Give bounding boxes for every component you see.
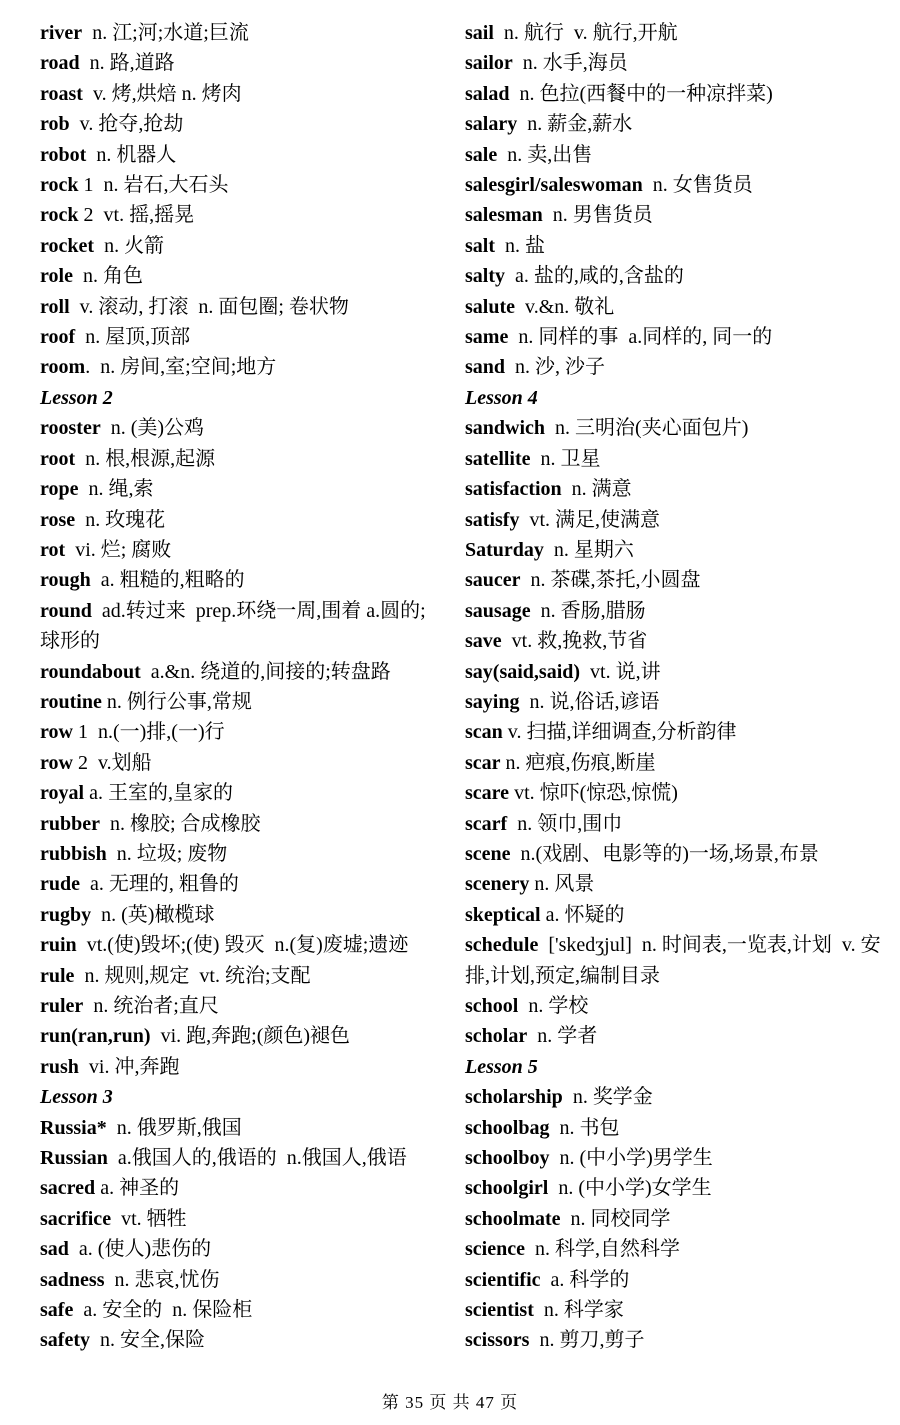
- definition: n. 奖学金: [562, 1086, 653, 1109]
- definition: n. 橡胶; 合成橡胶: [100, 812, 261, 835]
- vocab-entry: [465, 596, 885, 626]
- definition: n. 三明治(夹心面包片): [545, 417, 749, 440]
- headword: same: [465, 326, 509, 349]
- vocab-entry: [465, 930, 885, 991]
- definition: n. 学校: [518, 995, 589, 1017]
- vocab-entry: [40, 1021, 440, 1051]
- vocab-entry: [465, 413, 885, 443]
- headword: schoolgirl: [465, 1177, 549, 1200]
- vocab-entry: [40, 231, 440, 261]
- definition: n. 科学,自然科学: [524, 1238, 680, 1261]
- definition: n. 水手,海员: [512, 52, 628, 75]
- vocab-entry: [465, 109, 885, 139]
- vocab-entry: [40, 900, 440, 930]
- vocab-entry: [40, 778, 440, 808]
- vocab-entry: [465, 626, 885, 656]
- definition: n. 科学家: [533, 1299, 624, 1322]
- vocab-entry: [465, 322, 885, 352]
- definition: 1 n. 岩石,大石头: [78, 174, 229, 197]
- headword: sailor: [465, 52, 513, 75]
- vocab-entry: [465, 1082, 885, 1112]
- lesson-heading: Lesson 5: [465, 1055, 538, 1078]
- definition: ad.转过来 prep.环绕一周,围着 a.圆的;球形的: [40, 599, 426, 653]
- definition: n. 薪金,薪水: [517, 113, 633, 136]
- definition: ['skedʒjul] n. 时间表,一览表,计划 v. 安排,计划,预定,编制目录: [465, 934, 881, 987]
- vocab-entry: [465, 657, 885, 687]
- headword: scientist: [465, 1299, 534, 1322]
- lesson-heading: Lesson 4: [465, 386, 538, 409]
- headword: role: [40, 265, 73, 288]
- vocab-entry: [40, 961, 440, 991]
- definition: n. 同样的事 a.同样的, 同一的: [508, 326, 773, 349]
- headword: row: [40, 721, 73, 744]
- vocab-entry: [40, 930, 440, 960]
- vocab-entry: [40, 292, 440, 322]
- vocab-entry: [40, 18, 440, 48]
- definition: n. 俄罗斯,俄国: [106, 1116, 242, 1139]
- definition: v. 烤,烘焙 n. 烤肉: [82, 82, 242, 105]
- definition: n. 规则,规定 vt. 统治;支配: [74, 964, 311, 987]
- definition: a. 怀疑的: [540, 903, 625, 926]
- definition: n. 剪刀,剪子: [529, 1329, 645, 1352]
- headword: sacrifice: [40, 1207, 112, 1230]
- headword: sand: [465, 356, 506, 379]
- definition: n. 学者: [527, 1025, 598, 1048]
- headword: scan: [465, 721, 503, 744]
- headword: river: [40, 22, 83, 44]
- definition: n. 屋顶,顶部: [75, 326, 191, 349]
- definition: n. 卖,出售: [497, 143, 593, 166]
- headword: schedule: [465, 934, 539, 957]
- definition: a.俄国人的,俄语的 n.俄国人,俄语: [107, 1147, 407, 1170]
- vocab-entry: [465, 535, 885, 565]
- vocab-entry: [465, 869, 885, 899]
- headword: Russian: [40, 1147, 108, 1170]
- definition: vt. 牺牲: [111, 1207, 187, 1230]
- headword: ruler: [40, 995, 84, 1017]
- vocab-entry: [465, 474, 885, 504]
- vocab-entry: [40, 109, 440, 139]
- headword: salty: [465, 265, 505, 288]
- page-footer: 第 35 页 共 47 页: [381, 1393, 519, 1412]
- vocab-entry: [465, 1021, 885, 1051]
- vocab-entry: [40, 687, 440, 717]
- headword: sausage: [465, 599, 531, 622]
- definition: n. 疤痕,伤痕,断崖: [500, 751, 656, 774]
- vocab-entry: [40, 1113, 440, 1143]
- vocab-entry: [40, 170, 440, 200]
- headword: school: [465, 995, 519, 1017]
- vocab-entry: [40, 474, 440, 504]
- vocab-entry: [465, 48, 885, 78]
- definition: v. 滚动, 打滚 n. 面包圈; 卷状物: [69, 295, 349, 318]
- vocab-entry: [465, 565, 885, 595]
- headword: say(said,said): [465, 660, 581, 683]
- headword: safety: [40, 1329, 90, 1352]
- vocab-entry: [465, 1204, 885, 1234]
- definition: a.&n. 绕道的,间接的;转盘路: [140, 660, 391, 683]
- headword: scenery: [465, 873, 530, 896]
- definition: n. 江;河;水道;巨流: [82, 22, 249, 44]
- definition: n. 色拉(西餐中的一种凉拌菜): [509, 82, 773, 105]
- definition: n. (中小学)男学生: [549, 1147, 713, 1170]
- vocab-entry: [465, 900, 885, 930]
- definition: n. 卫星: [530, 447, 601, 470]
- vocab-entry: [40, 322, 440, 352]
- headword: rose: [40, 508, 76, 531]
- vocab-entry: [465, 444, 885, 474]
- vocab-entry: [465, 1234, 885, 1264]
- headword: scissors: [465, 1329, 530, 1352]
- vocab-entry: [40, 809, 440, 839]
- headword: row: [40, 751, 73, 774]
- headword: saying: [465, 690, 520, 713]
- definition: a. 神圣的: [95, 1177, 180, 1200]
- vocab-entry: [465, 200, 885, 230]
- vocab-entry: [465, 79, 885, 109]
- vocab-entry: [465, 18, 885, 48]
- definition: vt. 救,挽救,节省: [501, 630, 648, 653]
- headword: rob: [40, 113, 70, 136]
- headword: salad: [465, 82, 510, 105]
- headword: rooster: [40, 417, 101, 440]
- vocab-entry: [40, 79, 440, 109]
- definition: n.(戏剧、电影等的)一场,场景,布景: [510, 842, 819, 865]
- headword: rude: [40, 873, 80, 896]
- headword: safe: [40, 1299, 74, 1322]
- headword: roast: [40, 82, 83, 105]
- right-column: [465, 18, 885, 1356]
- headword: scar: [465, 751, 501, 774]
- definition: vi. 跑,奔跑;(颜色)褪色: [150, 1025, 351, 1048]
- vocab-entry: [40, 200, 440, 230]
- vocab-entry: [40, 717, 440, 747]
- definition: a. 王室的,皇家的: [84, 782, 233, 805]
- vocab-entry: [40, 1234, 440, 1264]
- headword: room: [40, 356, 86, 379]
- definition: n. 领巾,围巾: [507, 812, 623, 835]
- definition: n. 风景: [529, 873, 595, 896]
- definition: a. 无理的, 粗鲁的: [80, 873, 239, 896]
- vocab-entry: [465, 231, 885, 261]
- vocab-entry: [40, 505, 440, 535]
- definition: v. 扫描,详细调查,分析韵律: [502, 721, 737, 744]
- vocab-entry: [465, 261, 885, 291]
- definition: n. 星期六: [543, 538, 634, 561]
- vocab-entry: [465, 1295, 885, 1325]
- headword: satisfy: [465, 508, 520, 531]
- headword: root: [40, 447, 76, 470]
- headword: sacred: [40, 1177, 96, 1200]
- headword: schoolbag: [465, 1116, 550, 1139]
- headword: sad: [40, 1238, 69, 1261]
- headword: royal: [40, 782, 85, 805]
- headword: saucer: [465, 569, 521, 592]
- definition: n. 茶碟,茶托,小圆盘: [520, 569, 701, 592]
- definition: n. 同校同学: [560, 1207, 671, 1230]
- left-column: [40, 18, 440, 1356]
- definition: n. 角色: [72, 265, 143, 288]
- headword: rough: [40, 569, 91, 592]
- vocab-entry: [40, 565, 440, 595]
- headword: salesman: [465, 204, 543, 227]
- vocab-entry: [465, 1265, 885, 1295]
- definition: n. (英)橄榄球: [91, 903, 215, 926]
- headword: Saturday: [465, 538, 544, 561]
- headword: schoolboy: [465, 1147, 550, 1170]
- definition: n. 沙, 沙子: [505, 356, 606, 379]
- definition: n. 说,俗话,谚语: [519, 690, 660, 713]
- definition: n. 盐: [495, 234, 545, 257]
- headword: salute: [465, 295, 515, 318]
- definition: vt.(使)毁坏;(使) 毁灭 n.(复)废墟;遗迹: [76, 934, 409, 957]
- headword: salesgirl/saleswoman: [465, 174, 643, 197]
- definition: a. 安全的 n. 保险柜: [73, 1299, 253, 1322]
- vocab-entry: [465, 170, 885, 200]
- headword: rugby: [40, 903, 92, 926]
- headword: rope: [40, 478, 79, 501]
- definition: vi. 冲,奔跑: [78, 1055, 180, 1078]
- definition: a. 粗糙的,粗略的: [90, 569, 245, 592]
- headword: salt: [465, 234, 495, 257]
- definition: n. 安全,保险: [89, 1329, 205, 1352]
- headword: sail: [465, 22, 494, 44]
- definition: n. 女售货员: [642, 174, 753, 197]
- vocab-entry: [40, 1265, 440, 1295]
- headword: run(ran,run): [40, 1025, 151, 1048]
- vocab-entry: [40, 1143, 440, 1173]
- headword: rock: [40, 204, 79, 227]
- headword: rubber: [40, 812, 100, 835]
- definition: n. (美)公鸡: [100, 417, 205, 440]
- headword: sandwich: [465, 417, 546, 440]
- headword: sadness: [40, 1268, 105, 1291]
- definition: n. 机器人: [86, 143, 177, 166]
- vocab-entry: [40, 991, 440, 1021]
- vocab-entry: [465, 839, 885, 869]
- definition: n. 路,道路: [79, 52, 175, 75]
- headword: robot: [40, 143, 87, 166]
- definition: v. 抢夺,抢劫: [69, 113, 184, 136]
- definition: n. (中小学)女学生: [548, 1177, 712, 1200]
- vocab-entry: [465, 292, 885, 322]
- headword: Russia*: [40, 1116, 107, 1139]
- definition: n. 玫瑰花: [75, 508, 166, 531]
- definition: n. 悲哀,忧伤: [104, 1268, 220, 1291]
- definition: a. (使人)悲伤的: [68, 1238, 212, 1261]
- definition: vt. 说,讲: [580, 660, 661, 683]
- definition: n. 男售货员: [542, 204, 653, 227]
- headword: round: [40, 599, 92, 622]
- vocab-entry: [465, 991, 885, 1021]
- headword: scare: [465, 782, 510, 805]
- headword: satisfaction: [465, 478, 562, 501]
- headword: rush: [40, 1055, 79, 1078]
- definition: a. 科学的: [540, 1268, 630, 1291]
- vocab-entry: [465, 687, 885, 717]
- headword: scientific: [465, 1268, 541, 1291]
- headword: road: [40, 52, 80, 75]
- headword: rot: [40, 538, 66, 561]
- vocab-entry: [40, 1204, 440, 1234]
- headword: skeptical: [465, 903, 541, 926]
- vocab-entry: [40, 869, 440, 899]
- headword: rocket: [40, 234, 95, 257]
- vocab-entry: [465, 1113, 885, 1143]
- definition: n. 火箭: [94, 234, 165, 257]
- headword: salary: [465, 113, 518, 136]
- vocab-entry: [40, 413, 440, 443]
- definition: n. 垃圾; 废物: [106, 842, 228, 865]
- headword: roll: [40, 295, 70, 318]
- definition: n. 统治者;直尺: [83, 995, 219, 1017]
- lesson-heading: Lesson 3: [40, 1086, 113, 1109]
- definition: v.&n. 敬礼: [515, 295, 615, 318]
- vocab-entry: [465, 505, 885, 535]
- headword: schoolmate: [465, 1207, 561, 1230]
- definition: n. 满意: [561, 478, 632, 501]
- vocab-entry: [40, 140, 440, 170]
- definition: n. 书包: [549, 1116, 620, 1139]
- definition: n. 绳,索: [78, 478, 154, 501]
- headword: science: [465, 1238, 525, 1261]
- headword: save: [465, 630, 502, 653]
- headword: sale: [465, 143, 498, 166]
- vocab-entry: [40, 596, 440, 657]
- vocab-entry: [465, 809, 885, 839]
- lesson-heading: Lesson 2: [40, 386, 113, 409]
- definition: 2 vt. 摇,摇晃: [78, 204, 195, 227]
- vocab-entry: [40, 535, 440, 565]
- vocab-entry: [40, 48, 440, 78]
- headword: rubbish: [40, 842, 107, 865]
- vocab-entry: [465, 140, 885, 170]
- vocab-entry: [465, 1173, 885, 1203]
- vocab-entry: [40, 261, 440, 291]
- vocab-entry: [40, 657, 440, 687]
- vocab-entry: [40, 1295, 440, 1325]
- vocab-entry: [465, 778, 885, 808]
- headword: satellite: [465, 447, 531, 470]
- headword: roof: [40, 326, 76, 349]
- definition: vt. 惊吓(惊恐,惊慌): [509, 782, 678, 805]
- headword: scholarship: [465, 1086, 563, 1109]
- definition: . n. 房间,室;空间;地方: [85, 356, 277, 379]
- definition: a. 盐的,咸的,含盐的: [505, 265, 684, 288]
- vocab-entry: [465, 748, 885, 778]
- definition: vi. 烂; 腐败: [65, 538, 172, 561]
- headword: scholar: [465, 1025, 528, 1048]
- definition: n. 航行 v. 航行,开航: [493, 22, 678, 44]
- headword: rock: [40, 174, 79, 197]
- definition: 2 v.划船: [72, 751, 152, 774]
- vocab-entry: [40, 444, 440, 474]
- vocab-entry: [40, 1325, 440, 1355]
- vocab-entry: [465, 352, 885, 382]
- vocab-entry: [465, 1325, 885, 1355]
- headword: routine: [40, 690, 102, 713]
- vocab-entry: [40, 1173, 440, 1203]
- definition: n. 例行公事,常规: [101, 690, 252, 713]
- vocab-entry: [40, 839, 440, 869]
- definition: n. 根,根源,起源: [75, 447, 216, 470]
- headword: roundabout: [40, 660, 141, 683]
- definition: vt. 满足,使满意: [519, 508, 661, 531]
- headword: scene: [465, 842, 511, 865]
- vocab-entry: [40, 748, 440, 778]
- headword: ruin: [40, 934, 77, 957]
- vocab-entry: [40, 1052, 440, 1082]
- headword: rule: [40, 964, 75, 987]
- vocab-entry: [465, 1143, 885, 1173]
- headword: scarf: [465, 812, 508, 835]
- vocab-entry: [465, 717, 885, 747]
- definition: 1 n.(一)排,(一)行: [72, 721, 225, 744]
- vocab-entry: [40, 352, 440, 382]
- definition: n. 香肠,腊肠: [530, 599, 646, 622]
